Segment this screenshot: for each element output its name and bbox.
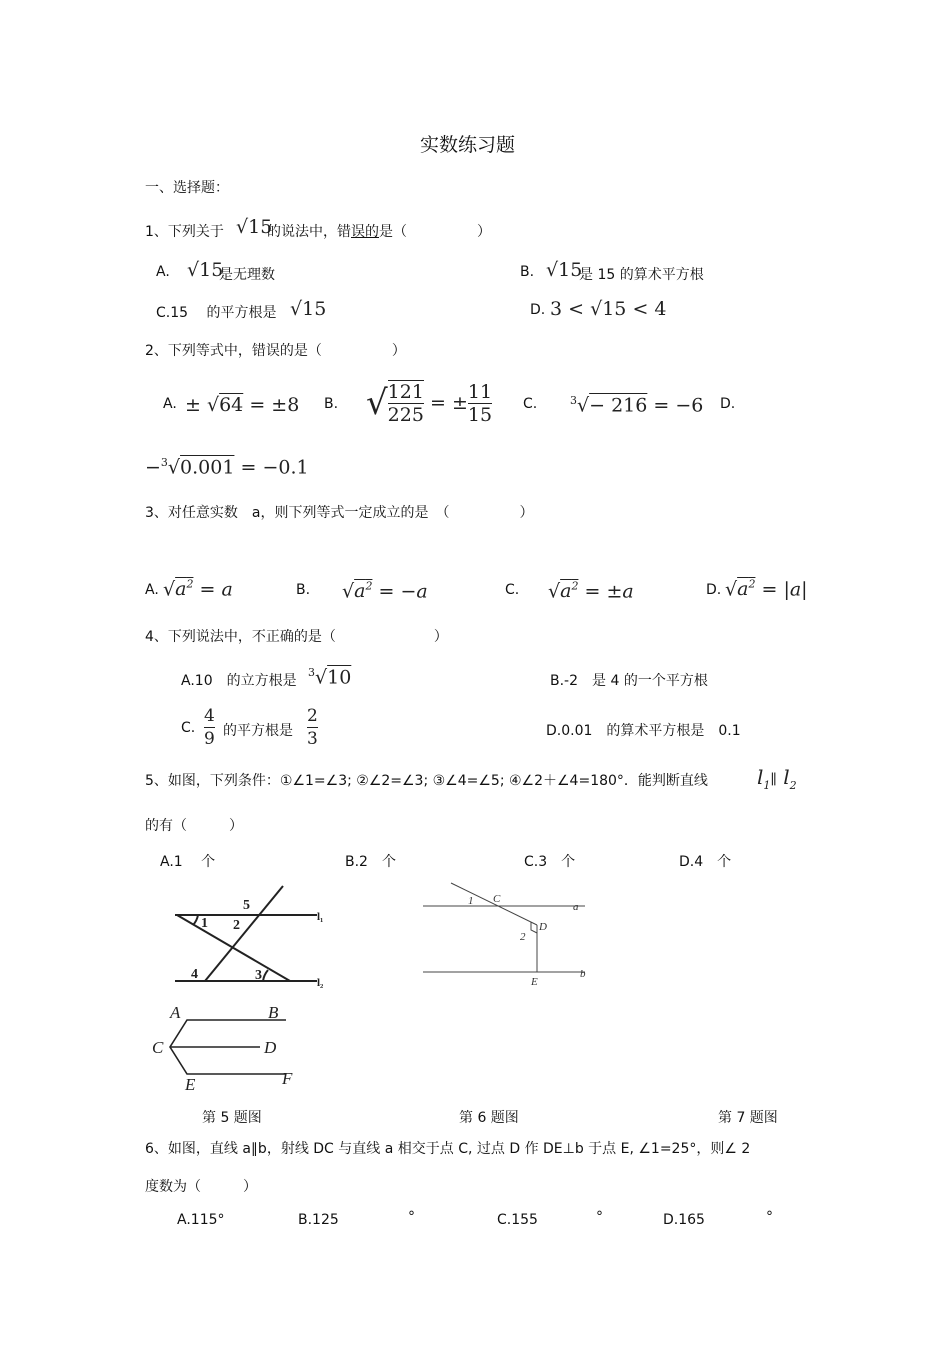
q2-d-rad: 0.001	[180, 456, 235, 479]
q3-option-a-label: A.	[145, 582, 159, 598]
q6-stem2: 度数为（ ）	[145, 1179, 257, 1195]
q3-stem: 3、对任意实数 a，则下列等式一定成立的是 （ ）	[145, 505, 534, 521]
fig7-label-B: B	[268, 1003, 279, 1022]
q4-c-den2: 3	[307, 729, 318, 749]
figure-7	[150, 1000, 310, 1095]
fig5-label-2: 2	[233, 918, 240, 933]
figure-5	[165, 880, 335, 990]
q4-option-c-frac1	[204, 705, 215, 750]
q4-option-b-text: B.-2 是 4 的一个平方根	[550, 673, 708, 689]
q3-c-res: = ±a	[584, 580, 634, 603]
q4-c-num2: 2	[307, 706, 318, 726]
q2-option-a-expr: ± √64 = ±8	[185, 394, 300, 416]
q4-option-c-label: C.	[181, 720, 196, 736]
fig5-label-l2: l₂	[317, 977, 324, 989]
q1-d-left: 3 <	[550, 298, 585, 320]
q1-option-c-expr: √15	[290, 298, 327, 320]
q1-option-d-expr	[550, 298, 667, 320]
q2-c-res: = −6	[653, 394, 704, 417]
q1-option-c-text: C.15 的平方根是	[156, 305, 277, 321]
fig5-label-1: 1	[201, 916, 208, 931]
q2-d-pre: −	[145, 456, 161, 479]
q4-c-den: 9	[204, 729, 215, 749]
q1-stem-rest	[267, 221, 491, 241]
q2-b-rnum: 11	[467, 380, 493, 403]
q3-d-exp: 2	[748, 578, 756, 591]
fig6-label-2: 2	[520, 931, 526, 943]
q2-option-d-expr: −$^3$√0.001 = −0.1	[145, 456, 309, 479]
q3-a-res: = a	[199, 578, 233, 601]
fig6-label-C: C	[493, 893, 501, 905]
q2-b-frac	[388, 380, 424, 426]
q5-option-a: A.1 个	[160, 854, 216, 870]
q1-option-d-label: D.	[530, 302, 546, 318]
q2-d-idx: 3	[160, 456, 168, 469]
q3-d-rad: a	[737, 578, 749, 601]
fig5-label-4: 4	[191, 967, 198, 982]
q1-option-a-expr: √15	[187, 259, 224, 281]
q4-a-idx: 3	[308, 666, 315, 679]
fig7-label-F: F	[282, 1069, 293, 1088]
q1-d-root: √15	[590, 298, 627, 320]
q4-stem: 4、下列说法中，不正确的是（ ）	[145, 629, 448, 645]
section-heading: 一、选择题：	[145, 180, 229, 196]
q3-c-exp: 2	[571, 580, 579, 593]
q3-option-b-expr: $√a^2 = -a$	[342, 580, 428, 603]
q3-option-c-expr: $√a^2 = \pm a$	[548, 580, 634, 603]
q5-l1: l	[757, 765, 764, 789]
q3-a-exp: 2	[186, 578, 194, 591]
fig6-label-E: E	[531, 976, 538, 988]
q1-option-b-label: B.	[520, 264, 535, 280]
fig7-label-E: E	[185, 1075, 196, 1094]
q2-a-rad: 64	[219, 394, 244, 416]
q6-option-b: B.125	[298, 1212, 339, 1228]
q6-option-b-deg: °	[408, 1209, 415, 1225]
q1-option-a-label: A.	[156, 264, 170, 280]
q1-stem-b: 的说法中，错	[267, 224, 351, 240]
figure-6	[415, 880, 595, 990]
q2-option-c-expr: $^3$√− 216 = −6	[570, 394, 704, 417]
q6-option-c: C.155	[497, 1212, 538, 1228]
q2-b-rfrac	[468, 381, 492, 426]
q5-stem2: 的有（ ）	[145, 818, 243, 834]
fig5-label-l1: l₁	[317, 911, 324, 923]
q4-a-rad: 10	[327, 666, 352, 689]
q5-stem: 5、如图，下列条件：①∠1=∠3; ②∠2=∠3; ③∠4=∠5; ④∠2＋∠4=180°．能判断直线	[145, 773, 708, 789]
fig6-label-b: b	[580, 968, 586, 980]
q2-b-eq: = ±	[429, 392, 468, 414]
q2-d-res: = −0.1	[240, 456, 309, 479]
caption-figure-7: 第 7 题图	[718, 1110, 778, 1126]
q3-a-rad: a	[175, 578, 187, 601]
q1-option-b-expr: √15	[546, 259, 583, 281]
q3-b-res: = −a	[378, 580, 428, 603]
q5-option-b: B.2 个	[345, 854, 396, 870]
q4-option-c-frac2	[307, 705, 318, 750]
q3-c-rad: a	[560, 580, 572, 603]
q3-d-res: = |a|	[761, 578, 808, 601]
caption-figure-6: 第 6 题图	[459, 1110, 519, 1126]
q6-option-c-deg: °	[596, 1209, 603, 1225]
q2-stem: 2、下列等式中，错误的是（ ）	[145, 343, 406, 359]
q4-option-a-expr: $^3$√10	[308, 666, 352, 689]
q3-option-b-label: B.	[296, 582, 311, 598]
q2-option-b-label: B.	[324, 396, 339, 412]
q2-c-rad: − 216	[589, 394, 648, 417]
q4-c-num: 4	[204, 706, 215, 726]
q4-option-c-mid: 的平方根是	[223, 723, 293, 739]
fig7-label-C: C	[152, 1038, 164, 1057]
fig6-label-1: 1	[468, 895, 474, 907]
q2-b-num: 121	[387, 381, 424, 403]
q5-par: ∥	[770, 772, 777, 788]
q6-option-d-deg: °	[766, 1209, 773, 1225]
q2-option-b-expr: √ $\frac{121}{225}$ = ± $\frac{11}{15}$	[366, 380, 493, 426]
fig6-label-D: D	[539, 921, 547, 933]
q2-option-a-label: A.	[163, 396, 177, 412]
fig6-label-a: a	[573, 901, 579, 913]
q3-b-rad: a	[354, 580, 366, 603]
q1-d-right: < 4	[632, 298, 667, 320]
q2-a-pm: ±	[185, 394, 201, 416]
q1-option-b-text: 是 15 的算术平方根	[579, 267, 704, 283]
q5-option-c: C.3 个	[524, 854, 576, 870]
q6-stem: 6、如图，直线 a∥b，射线 DC 与直线 a 相交于点 C, 过点 D 作 DE⊥b 于点 E, ∠1=25°，则∠ 2	[145, 1141, 751, 1157]
q3-option-d-label: D.	[706, 582, 722, 598]
page-title: 实数练习题	[420, 134, 516, 156]
q2-b-den: 225	[387, 404, 424, 426]
q5-sub2: 2	[789, 779, 797, 792]
q2-b-rden: 15	[467, 403, 493, 426]
q3-option-c-label: C.	[505, 582, 520, 598]
q1-stem-a: 1、下列关于	[145, 224, 224, 240]
caption-figure-5: 第 5 题图	[202, 1110, 262, 1126]
q5-l2: l	[783, 765, 790, 789]
q2-option-c-label: C.	[523, 396, 538, 412]
q1-stem-err: 误的	[351, 224, 379, 240]
q1-expr: √15	[236, 216, 273, 238]
q6-option-d: D.165	[663, 1212, 705, 1228]
fig7-label-D: D	[264, 1038, 277, 1057]
fig7-label-A: A	[170, 1003, 181, 1022]
q5-lines-expr	[757, 765, 797, 792]
q3-b-exp: 2	[365, 580, 373, 593]
q4-option-d-text: D.0.01 的算术平方根是 0.1	[546, 723, 741, 739]
q3-option-d-expr: $√a^2 = |a|$	[725, 578, 808, 601]
fig5-label-5: 5	[243, 898, 250, 913]
q2-a-res: = ±8	[249, 394, 300, 416]
q3-option-a-expr: $√a^2 = a$	[163, 578, 233, 601]
q5-sub1: 1	[763, 779, 771, 792]
q1-stem-c: 是（ ）	[379, 224, 491, 240]
q5-option-d: D.4 个	[679, 854, 732, 870]
q6-option-a: A.115°	[177, 1212, 225, 1228]
q4-option-a-text: A.10 的立方根是	[181, 673, 297, 689]
q2-option-d-label: D.	[720, 396, 736, 412]
q2-c-idx: 3	[570, 394, 577, 407]
q1-option-a-text: 是无理数	[219, 267, 275, 283]
fig5-label-3: 3	[255, 968, 262, 983]
